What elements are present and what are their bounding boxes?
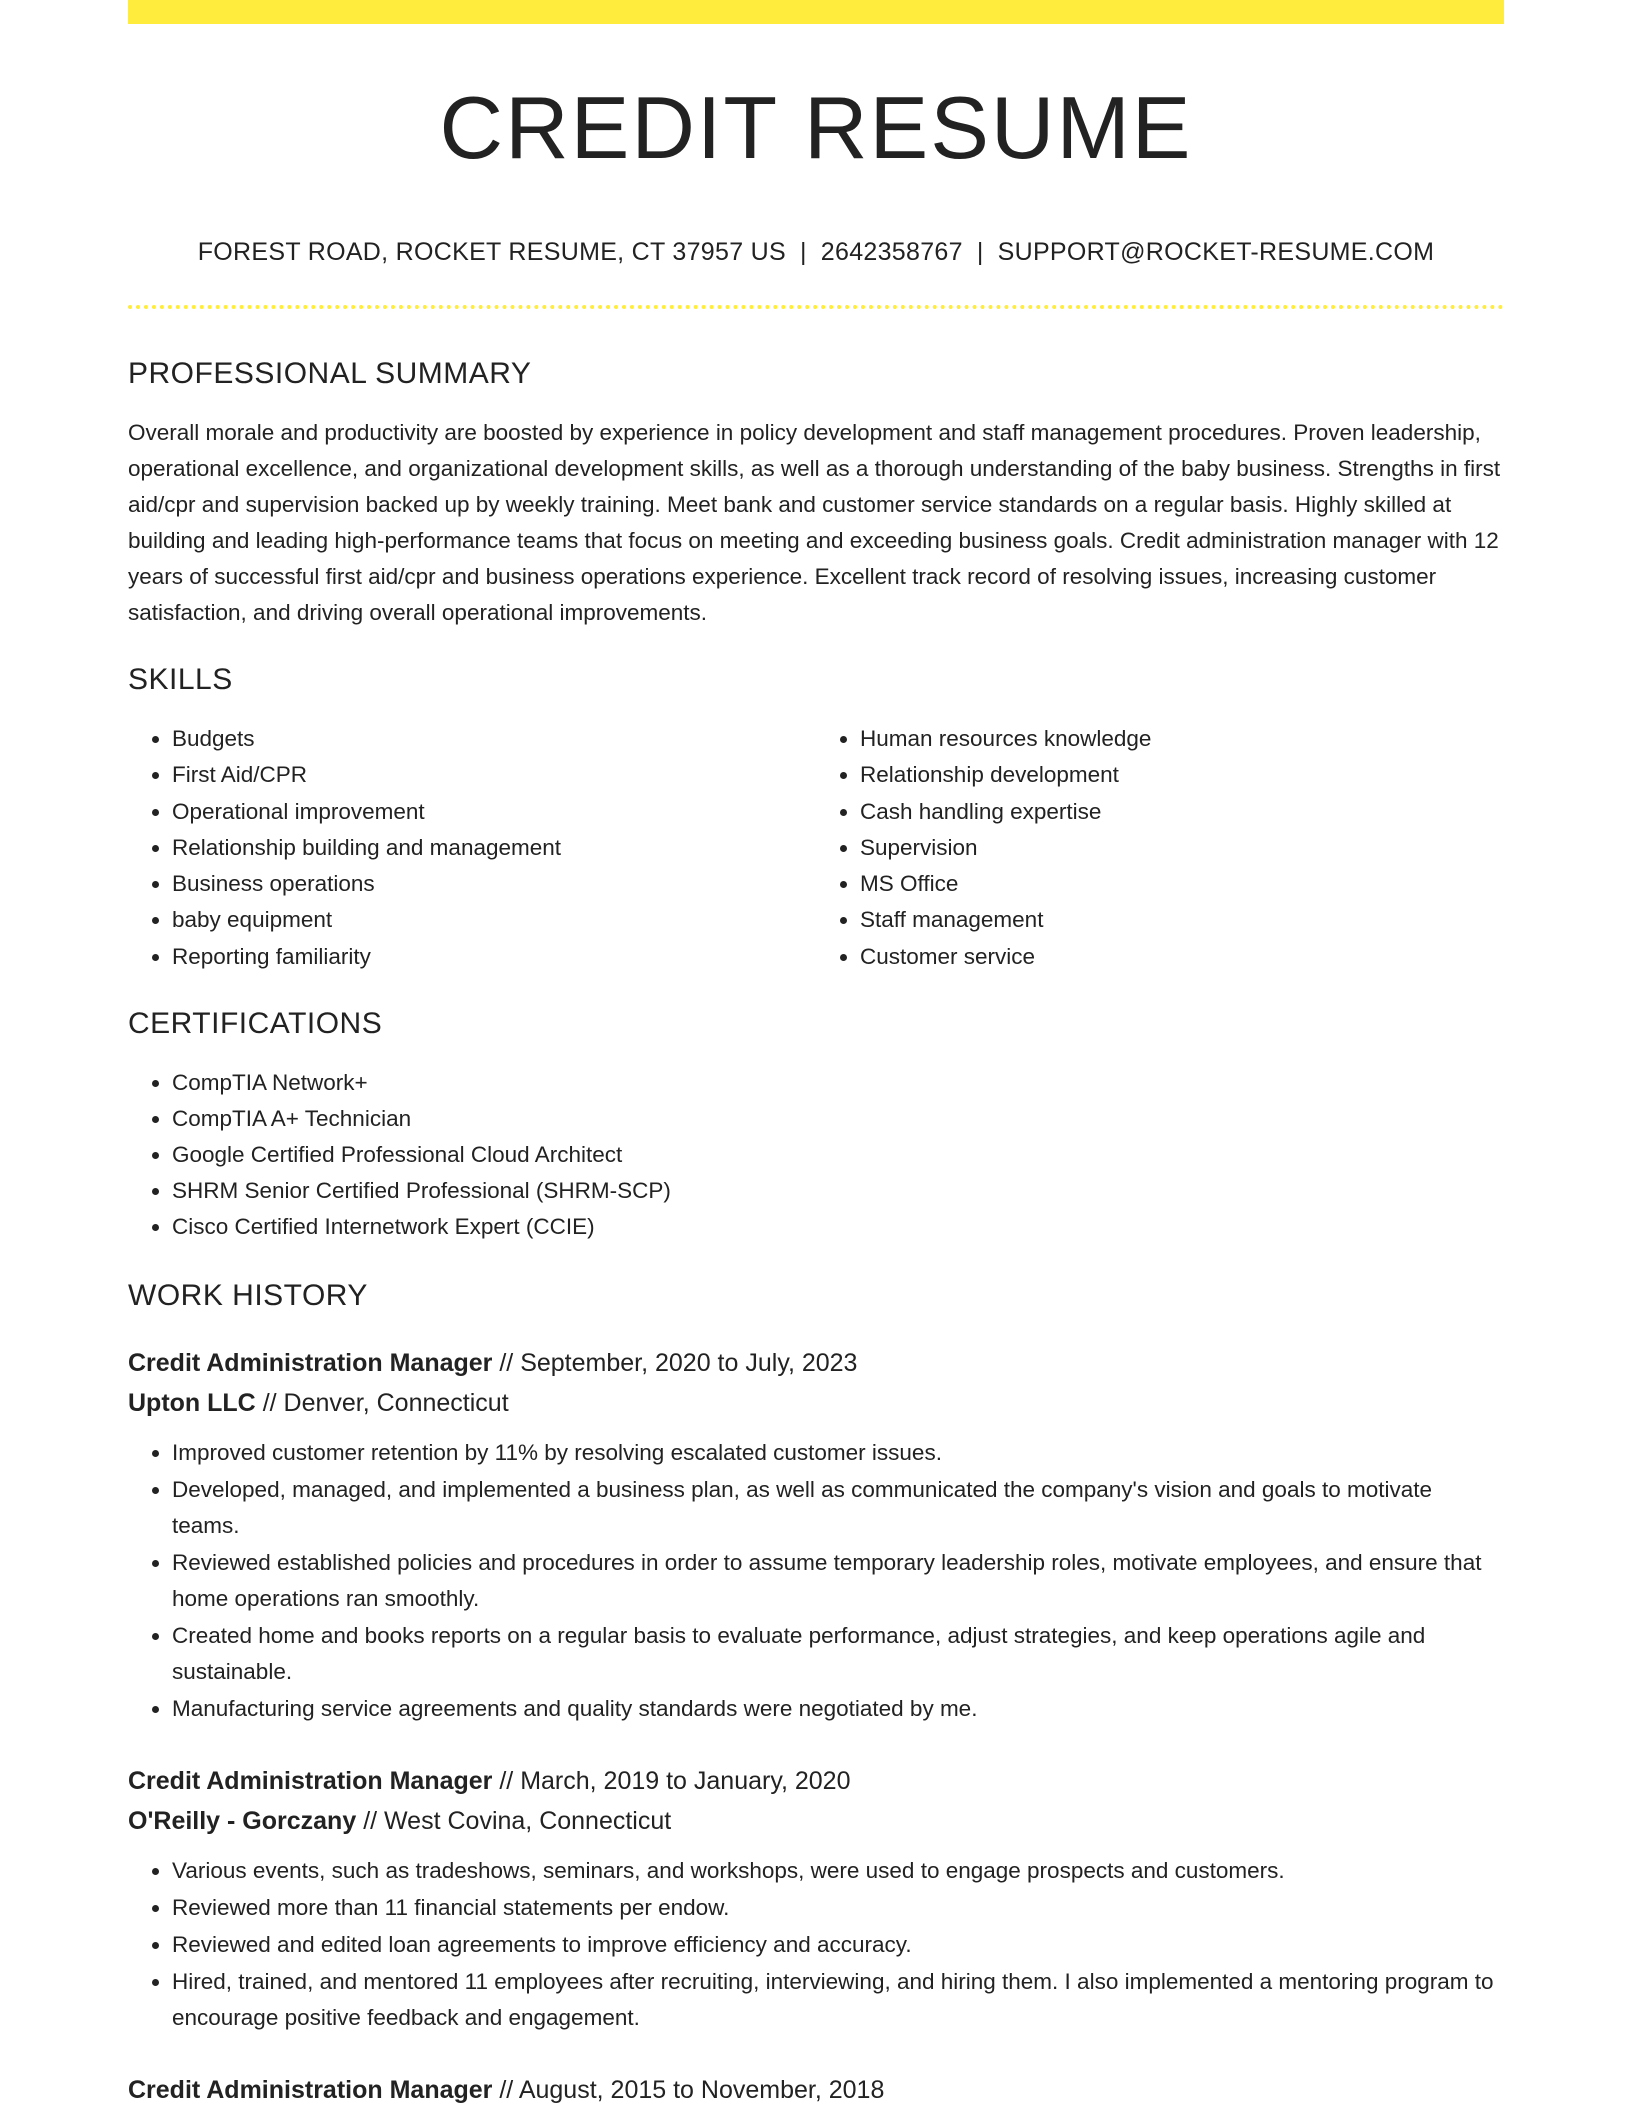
job-role: Credit Administration Manager [128,1349,493,1378]
job-role-line [128,2070,1504,2110]
skill-item: • Human resources knowledge [860,721,1504,757]
skill-item: • First Aid/CPR [172,757,816,793]
job-location: // West Covina, Connecticut [363,1807,672,1836]
job-bullet: • Created home and books reports on a regular basis to evaluate performance, adjust strategies, and keep operations agile and sustainable. [172,1618,1504,1690]
skill-item: • MS Office [860,866,1504,902]
job-company: O'Reilly - Gorczany [128,1807,357,1836]
resume-page [128,0,1504,2110]
skills-heading: SKILLS [128,663,233,696]
contact-separator: | [976,238,984,266]
job-entry [128,1761,1504,2036]
job-role-line [128,1343,1504,1383]
certification-item: • CompTIA Network+ [172,1065,1504,1101]
job-bullet: • Developed, managed, and implemented a business plan, as well as communicated the company's vision and goals to motivate teams. [172,1472,1504,1544]
skill-item: • Reporting familiarity [172,939,816,975]
summary-text: Overall morale and productivity are boosted by experience in policy development and staff management procedures. Proven leadership, operational excellence, and organizational development skills, as well as a thorough understanding of the baby business. Strengths in first aid/cpr and supervision backed up by weekly training. Meet bank and customer service standards on a regular basis. Highly skilled at building and leading high-performance teams that focus on meeting and exceeding business goals. Credit administration manager with 12 years of successful first aid/cpr and business operations experience. Excellent track record of resolving issues, increasing customer satisfaction, and driving overall operational improvements. [128,420,1501,625]
job-dates: // September, 2020 to July, 2023 [499,1349,858,1378]
job-bullet: • Improved customer retention by 11% by resolving escalated customer issues. [172,1435,1504,1471]
job-entry [128,2070,1504,2110]
job-bullet: • Manufacturing service agreements and quality standards were negotiated by me. [172,1691,1504,1727]
skill-item: • Cash handling expertise [860,794,1504,830]
certification-item: • Google Certified Professional Cloud Architect [172,1137,1504,1173]
certification-item: • CompTIA A+ Technician [172,1101,1504,1137]
certification-item: • SHRM Senior Certified Professional (SHRM-SCP) [172,1173,1504,1209]
job-bullet: • Reviewed and edited loan agreements to improve efficiency and accuracy. [172,1927,1504,1963]
job-role: Credit Administration Manager [128,1767,493,1796]
contact-line [128,238,1504,267]
work-history-heading: WORK HISTORY [128,1279,368,1313]
skill-item: • baby equipment [172,902,816,938]
skill-item: • Staff management [860,902,1504,938]
dotted-divider [128,305,1504,309]
job-entry [128,1343,1504,1727]
certifications-heading: CERTIFICATIONS [128,1007,383,1041]
skills-columns [128,721,1504,975]
email: SUPPORT@ROCKET-RESUME.COM [997,238,1435,266]
certification-item: • Cisco Certified Internetwork Expert (CCIE) [172,1209,1504,1245]
top-accent-bar [128,0,1504,24]
skills-left-list [128,721,816,975]
contact-separator: | [799,238,807,266]
job-role-line [128,1761,1504,1801]
job-location: // Denver, Connecticut [262,1389,509,1418]
skill-item: • Supervision [860,830,1504,866]
summary-heading: PROFESSIONAL SUMMARY [128,357,532,390]
job-bullet: • Reviewed more than 11 financial statements per endow. [172,1890,1504,1926]
job-company-line [128,1383,1504,1423]
job-bullets [128,1853,1504,2036]
resume-title: CREDIT RESUME [439,78,1193,177]
job-bullet: • Reviewed established policies and procedures in order to assume temporary leadership roles, motivate employees, and ensure that home operations ran smoothly. [172,1545,1504,1617]
certifications-list [128,1065,1504,1245]
job-company: Upton LLC [128,1389,256,1418]
job-dates: // March, 2019 to January, 2020 [499,1767,851,1796]
skills-right-list [816,721,1504,975]
job-bullet: • Various events, such as tradeshows, seminars, and workshops, were used to engage prospects and customers. [172,1853,1504,1889]
skill-item: • Business operations [172,866,816,902]
skill-item: • Operational improvement [172,794,816,830]
phone: 2642358767 [820,238,963,266]
skill-item: • Relationship development [860,757,1504,793]
job-dates: // August, 2015 to November, 2018 [499,2076,885,2105]
skill-item: • Customer service [860,939,1504,975]
job-bullet: • Hired, trained, and mentored 11 employees after recruiting, interviewing, and hiring them. I also implemented a mentoring program to encourage positive feedback and engagement. [172,1964,1504,2036]
job-company-line [128,1801,1504,1841]
job-bullets [128,1435,1504,1727]
job-role: Credit Administration Manager [128,2076,493,2105]
skill-item: • Relationship building and management [172,830,816,866]
address: FOREST ROAD, ROCKET RESUME, CT 37957 US [197,238,786,266]
skill-item: • Budgets [172,721,816,757]
